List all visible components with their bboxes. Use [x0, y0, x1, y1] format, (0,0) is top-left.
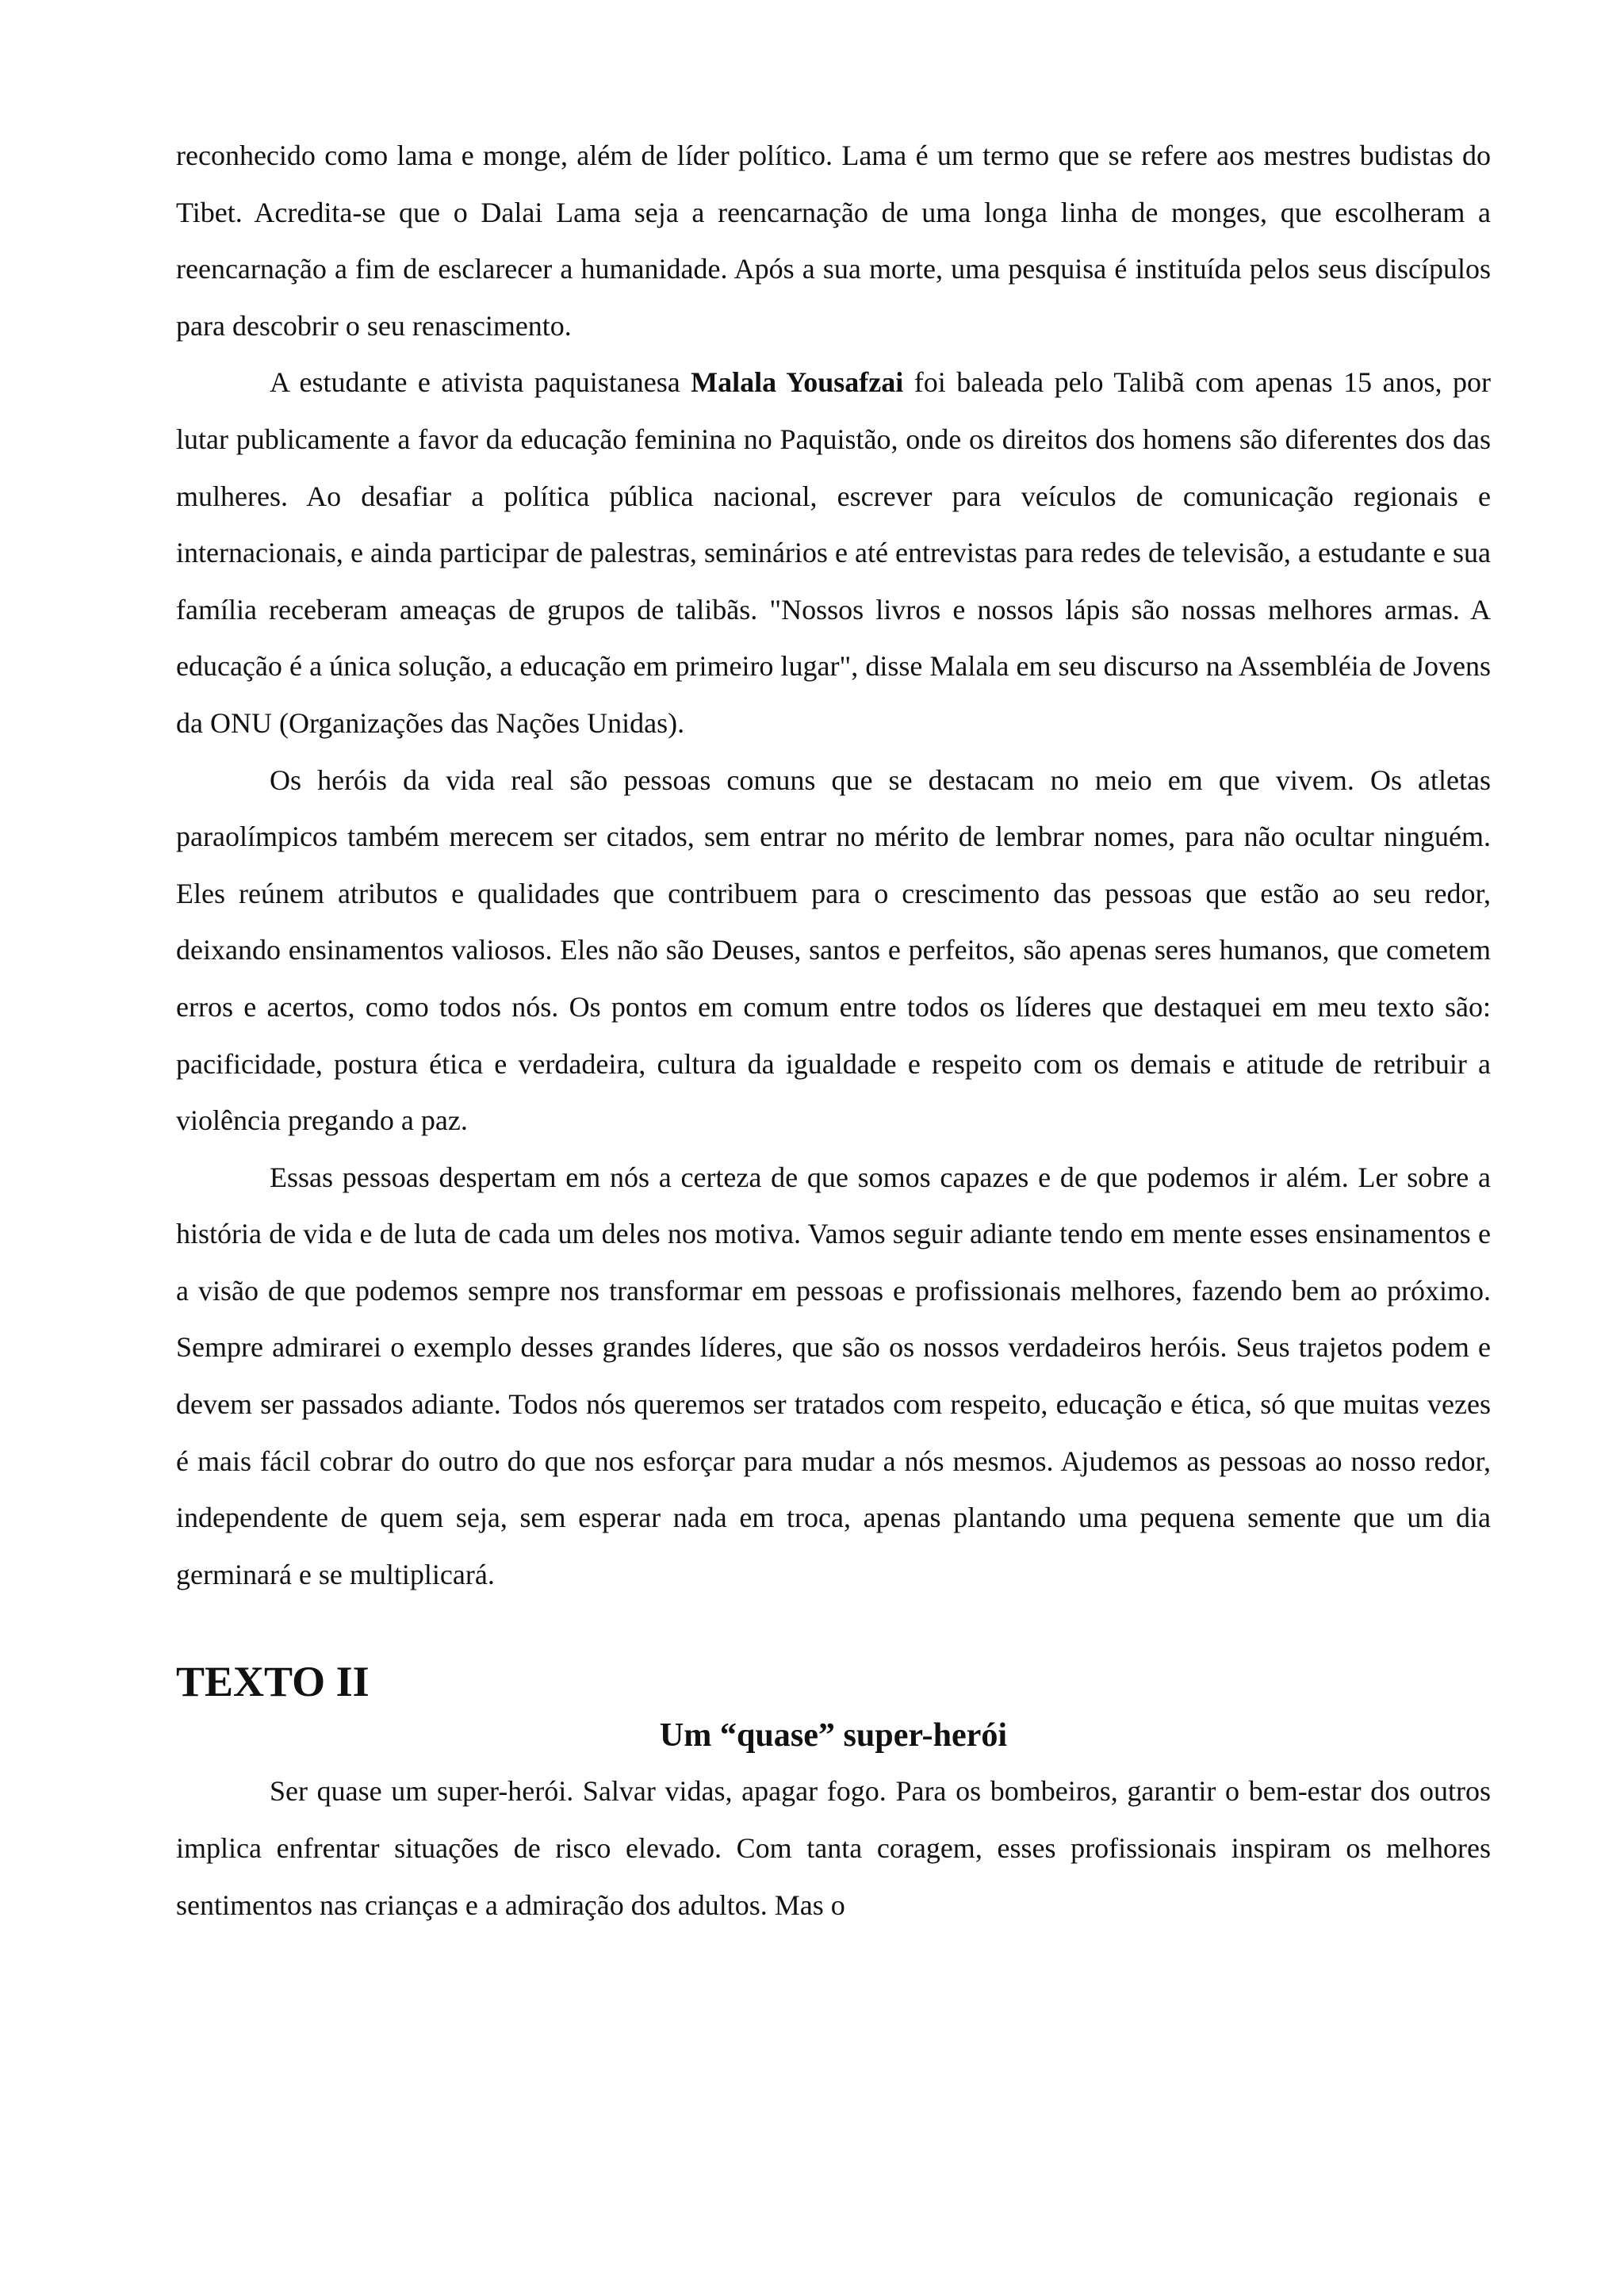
- paragraph-real-heroes: Os heróis da vida real são pessoas comuns que se destacam no meio em que vivem. Os atletas paraolímpicos também merecem ser citados, sem entrar no mérito de lembrar nomes, para não ocultar ninguém. Eles reúnem atributos e qualidades que contribuem para o crescimento das pessoas que estão ao seu redor, deixando ensinamentos valiosos. Eles não são Deuses, santos e perfeitos, são apenas seres humanos, que cometem erros e acertos, como todos nós. Os pontos em comum entre todos os líderes que destaquei em meu texto são: pacificidade, postura ética e verdadeira, cultura da igualdade e respeito com os demais e atitude de retribuir a violência pregando a paz.: [176, 763, 1491, 1137]
- paragraph-firefighters: Ser quase um super-herói. Salvar vidas, apagar fogo. Para os bombeiros, garantir o bem-estar dos outros implica enfrentar situações de risco elevado. Com tanta coragem, esses profissionais inspiram os melhores sentimentos nas crianças e a admiração dos adultos. Mas o: [176, 1775, 1491, 1921]
- paragraph-dalai-lama: reconhecido como lama e monge, além de líder político. Lama é um termo que se refere aos mestres budistas do Tibet. Acredita-se que o Dalai Lama seja a reencarnação de uma longa linha de monges, que escolheram a reencarnação a fim de esclarecer a humanidade. Após a sua morte, uma pesquisa é instituída pelos seus discípulos para descobrir o seu renascimento.: [176, 140, 1491, 342]
- paragraph-conclusion: Essas pessoas despertam em nós a certeza de que somos capazes e de que podemos ir além. Ler sobre a história de vida e de luta de cada um deles nos motiva. Vamos seguir adiante tendo em mente esses ensinamentos e a visão de que podemos sempre nos transformar em pessoas e profissionais melhores, fazendo bem ao próximo. Sempre admirarei o exemplo desses grandes líderes, que são os nossos verdadeiros heróis. Seus trajetos podem e devem ser passados adiante. Todos nós queremos ser tratados com respeito, educação e ética, só que muitas vezes é mais fácil cobrar do outro do que nos esforçar para mudar a nós mesmos. Ajudemos as pessoas ao nosso redor, independente de quem seja, sem esperar nada em troca, apenas plantando uma pequena semente que um dia germinará e se multiplicará.: [176, 1161, 1491, 1590]
- paragraph-malala-body: foi baleada pelo Talibã com apenas 15 anos, por lutar publicamente a favor da educação feminina no Paquistão, onde os direitos dos homens são diferentes dos das mulheres. Ao desafiar a política pública nacional, escrever para veículos de comunicação regionais e internacionais, e ainda participar de palestras, seminários e até entrevistas para redes de televisão, a estudante e sua família receberam ameaças de grupos de talibãs. "Nossos livros e nossos lápis são nossas melhores armas. A educação é a única solução, a educação em primeiro lugar", disse Malala em seu discurso na Assembléia de Jovens da ONU (Organizações das Nações Unidas).: [176, 366, 1492, 739]
- paragraph-malala: [176, 354, 1491, 752]
- malala-name: Malala Yousafzai: [691, 366, 904, 399]
- paragraph-malala-lead: A estudante e ativista paquistanesa: [270, 366, 691, 399]
- article-title: Um “quase” super-herói: [659, 1716, 1008, 1755]
- section-heading: TEXTO II: [176, 1658, 370, 1706]
- section-body: [176, 1763, 1491, 1934]
- body-text: [176, 128, 1491, 1603]
